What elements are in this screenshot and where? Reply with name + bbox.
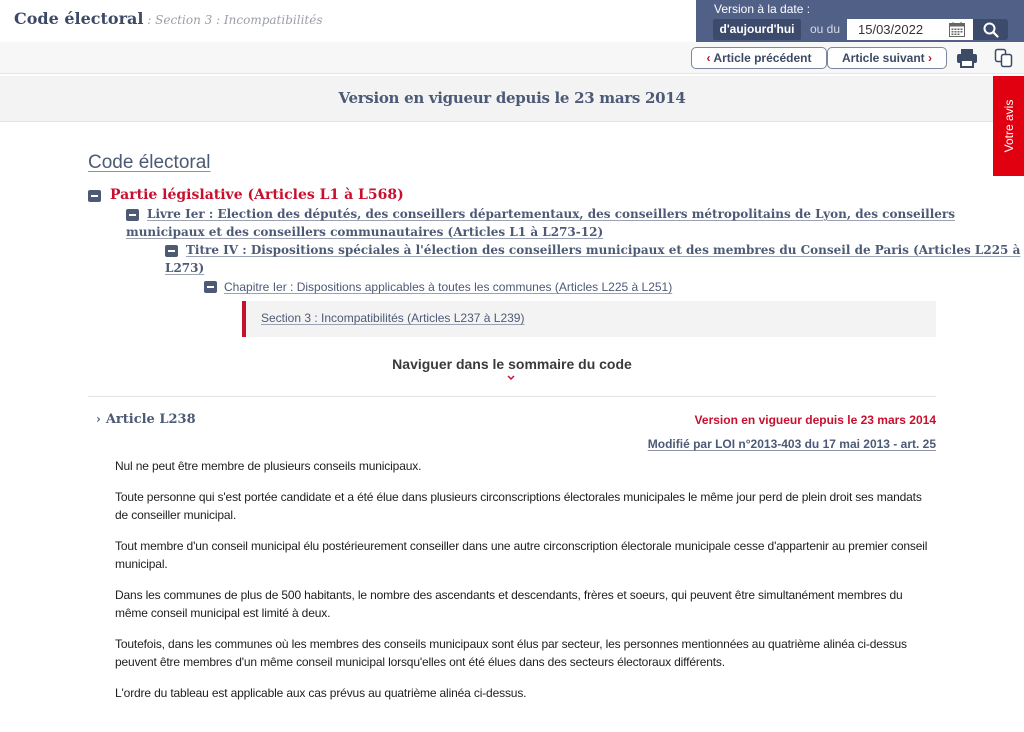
tree-titre-label: Titre IV : Dispositions spéciales à l'élection des conseillers municipaux et des membres du Conseil de Paris (Articles L225 à (186, 243, 1021, 257)
divider (88, 396, 936, 397)
navigate-summary-button[interactable]: Naviguer dans le sommaire du code (392, 356, 632, 372)
article-toolbar (0, 42, 1024, 74)
chevron-left-icon: ‹ (706, 51, 711, 65)
article-modified-by-link[interactable]: Modifié par LOI n°2013-403 du 17 mai 2013 - art. 25 (647, 437, 936, 451)
next-article-button[interactable] (827, 47, 947, 69)
next-article-label: Article suivant (841, 51, 929, 65)
tree-livre-line2[interactable] (126, 223, 603, 241)
tree-livre-label-cont: municipaux et des conseillers communautaires (Articles L1 à L273-12) (126, 225, 604, 239)
top-header (0, 0, 1024, 42)
tree-livre-line1[interactable] (147, 205, 955, 223)
collapse-icon[interactable] (165, 245, 178, 257)
article-paragraph: Nul ne peut être membre de plusieurs conseils municipaux. (115, 459, 422, 473)
calendar-icon[interactable] (949, 22, 965, 37)
tree-section-link[interactable]: Section 3 : Incompatibilités (Articles L237 à L239) (261, 311, 525, 325)
article-paragraph: Dans les communes de plus de 500 habitants, le nombre des ascendants et descendants, frères et soeurs, qui peuvent être simultanément membres du même conseil municipal est limité à deux. (115, 588, 903, 620)
tree-livre-label: Livre Ier : Election des députés, des conseillers départementaux, des conseillers métropolitains de Lyon, des conseillers (147, 207, 955, 221)
article-version-status: Version en vigueur depuis le 23 mars 2014 (694, 413, 936, 427)
previous-article-label: Article précédent (710, 51, 812, 65)
tree-partie-label: Partie législative (Articles L1 à L568) (110, 187, 404, 203)
tree-section-current (242, 301, 936, 337)
version-date-panel (696, 0, 1024, 42)
feedback-label: Votre avis (1001, 99, 1016, 153)
article-paragraph: Toute personne qui s'est portée candidate et a été élue dans plusieurs circonscriptions électorales municipales le même jour perd de plein droit ses mandats de conseiller municipal. (115, 490, 922, 522)
print-icon[interactable] (956, 48, 978, 68)
search-button[interactable] (973, 19, 1008, 40)
tree-titre-line1[interactable] (186, 241, 1020, 259)
article-body (115, 457, 930, 715)
or-label: ou du (810, 22, 841, 36)
article-paragraph: L'ordre du tableau est applicable aux cas prévus au quatrième alinéa ci-dessus. (115, 686, 527, 700)
article-title-text: Article L238 (105, 412, 196, 427)
app-title (14, 9, 322, 28)
today-button[interactable]: d'aujourd'hui (713, 19, 801, 40)
copy-icon[interactable] (994, 48, 1014, 68)
tree-titre-line2[interactable] (165, 259, 204, 277)
article-paragraph: Tout membre d'un conseil municipal élu postérieurement conseiller dans une autre circonscription électorale municipale cesse d'appartenir au premier conseil municipal. (115, 539, 928, 571)
collapse-icon[interactable] (88, 190, 101, 202)
chevron-right-icon: › (928, 51, 933, 65)
tree-chapitre[interactable] (224, 278, 672, 296)
tree-partie[interactable] (110, 186, 404, 204)
tree-chapitre-label: Chapitre Ier : Dispositions applicables à toutes les communes (Articles L225 à L251) (224, 280, 673, 294)
article-title[interactable] (96, 412, 196, 427)
collapse-icon[interactable] (126, 209, 139, 221)
feedback-tab[interactable] (993, 76, 1024, 176)
article-paragraph: Toutefois, dans les communes où les membres des conseils municipaux sont élus par secteur, les personnes mentionnées au quatrième alinéa ci-dessus peuvent être membres d'un même conseil municipal lorsqu'elles ont été élues dans des secteurs électoraux différents. (115, 637, 907, 669)
collapse-icon[interactable] (204, 281, 217, 293)
tree-titre-label-cont: L273) (165, 261, 205, 275)
previous-article-button[interactable] (691, 47, 827, 69)
search-icon (983, 22, 999, 38)
code-title-link[interactable]: Code électoral (88, 152, 211, 173)
version-banner-text: Version en vigueur depuis le 23 mars 2014 (338, 89, 686, 107)
version-date-label: Version à la date : (714, 2, 811, 16)
chevron-down-icon[interactable] (506, 374, 516, 382)
app-title-text: Code électoral (14, 9, 144, 28)
chevron-right-icon: › (96, 412, 101, 426)
app-subtitle: : Section 3 : Incompatibilités (143, 13, 323, 27)
version-banner (0, 76, 1024, 122)
